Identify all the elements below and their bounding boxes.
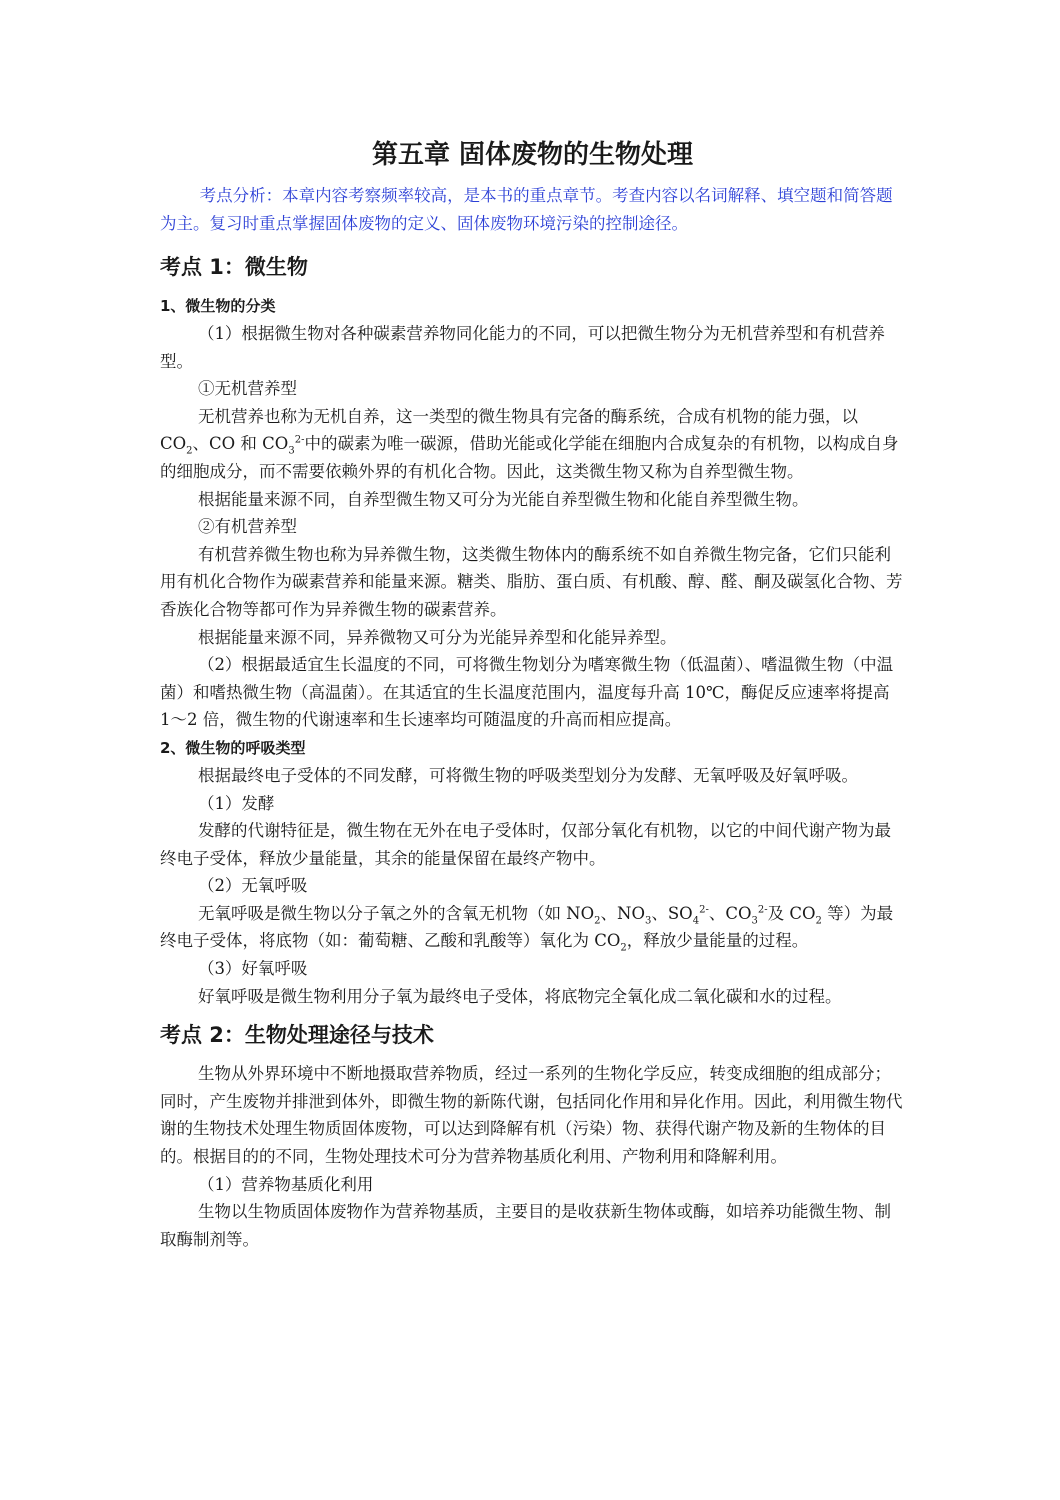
section-heading-1: 考点 1：微生物 xyxy=(160,255,308,279)
section-heading-2: 考点 2：生物处理途径与技术 xyxy=(160,1023,434,1048)
paragraph: 根据能量来源不同，自养型微生物又可分为光能自养型微生物和化能自养型微生物。 xyxy=(197,489,809,509)
paragraph: 有机营养微生物也称为异养微生物，这类微生物体内的酶系统不如自养微生物完备，它们只能利用有机化合物作为碳素营养和能量来源。糖类、脂肪、蛋白质、有机酸、醇、醛、酮及碳氢化合物、芳香族化合物等都可作为异养微生物的碳素营养。 xyxy=(160,544,903,619)
subheading-classification: 1、微生物的分类 xyxy=(160,297,276,315)
paragraph-anaerobic: 无氧呼吸是微生物以分子氧之外的含氧无机物（如 $NO_2$、$NO_3$、$SO_4^{2-}$、$CO_3^{2-}$及 $CO_2$ 等）为最终电子受体，将底物（如：葡萄糖、乙酸和乳酸等）氧化为 $CO_2$，释放少量能量的过程。 xyxy=(160,903,894,954)
paragraph: 根据最终电子受体的不同发酵，可将微生物的呼吸类型划分为发酵、无氧呼吸及好氧呼吸。 xyxy=(197,765,858,785)
item-label: （3）好氧呼吸 xyxy=(197,959,308,979)
paragraph: （2）根据最适宜生长温度的不同，可将微生物划分为嗜寒微生物（低温菌）、嗜温微生物（中温菌）和嗜热微生物（高温菌）。在其适宜的生长温度范围内，温度每升高 10℃，酶促反应速率将提高 1～2 倍，微生物的代谢速率和生长速率均可随温度的升高而相应提高。 xyxy=(160,655,894,730)
paragraph: 根据能量来源不同，异养微物又可分为光能异养型和化能异养型。 xyxy=(197,627,677,647)
paragraph: （1）根据微生物对各种碳素营养物同化能力的不同，可以把微生物分为无机营养型和有机营养型。 xyxy=(160,324,885,371)
paragraph: 发酵的代谢特征是，微生物在无外在电子受体时，仅部分氧化有机物，以它的中间代谢产物为最终电子受体，释放少量能量，其余的能量保留在最终产物中。 xyxy=(160,821,891,868)
exam-analysis: 考点分析：本章内容考察频率较高，是本书的重点章节。考查内容以名词解释、填空题和简答题为主。复习时重点掌握固体废物的定义、固体废物环境污染的控制途径。 xyxy=(160,186,893,233)
item-label: ②有机营养型 xyxy=(197,517,297,537)
paragraph-autotrophic: 无机营养也称为无机自养，这一类型的微生物具有完备的酶系统，合成有机物的能力强，以 $CO_2$、CO 和 $CO_3^{2-}$中的碳素为唯一碳源，借助光能或化学能在细胞内合成复杂的有机物，以构成自身的细胞成分，而不需要依赖外界的有机化合物。因此，这类微生物又称为自养型微生物。 xyxy=(160,406,899,481)
chapter-title: 第五章 固体废物的生物处理 xyxy=(371,140,694,170)
item-label: ①无机营养型 xyxy=(197,379,297,399)
paragraph: 生物从外界环境中不断地摄取营养物质，经过一系列的生物化学反应，转变成细胞的组成部分；同时，产生废物并排泄到体外，即微生物的新陈代谢，包括同化作用和异化作用。因此，利用微生物代谢的生物技术处理生物质固体废物，可以达到降解有机（污染）物、获得代谢产物及新的生物体的目的。根据目的的不同，生物处理技术可分为营养物基质化利用、产物利用和降解利用。 xyxy=(160,1064,903,1167)
document-page xyxy=(160,138,905,1253)
item-label: （1）营养物基质化利用 xyxy=(197,1174,374,1194)
item-label: （1）发酵 xyxy=(197,793,275,813)
paragraph: 生物以生物质固体废物作为营养物基质，主要目的是收获新生物体或酶，如培养功能微生物、制取酶制剂等。 xyxy=(160,1202,891,1249)
item-label: （2）无氧呼吸 xyxy=(197,876,308,896)
subheading-respiration: 2、微生物的呼吸类型 xyxy=(160,738,306,757)
paragraph: 好氧呼吸是微生物利用分子氧为最终电子受体，将底物完全氧化成二氧化碳和水的过程。 xyxy=(197,986,842,1006)
